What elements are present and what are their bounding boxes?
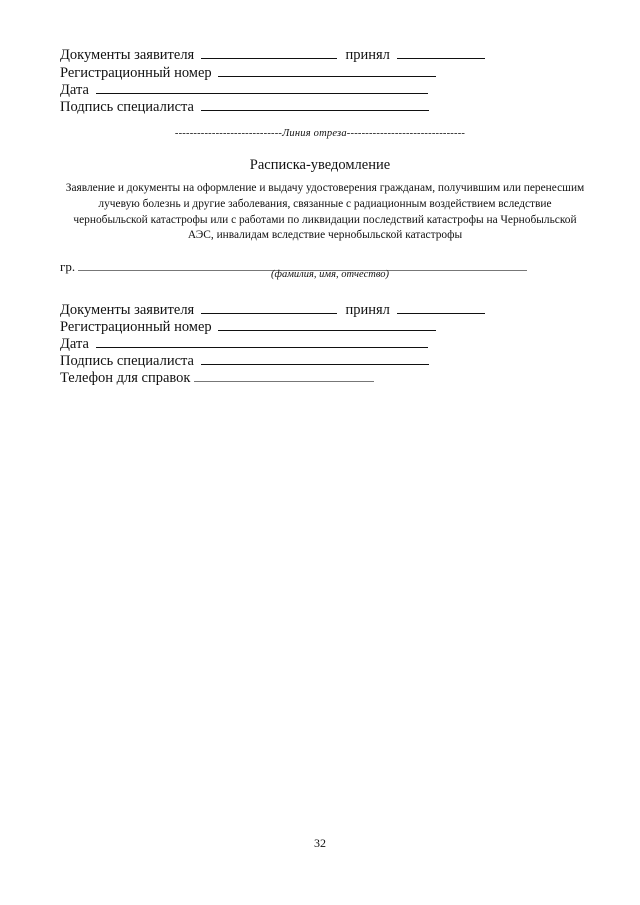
accepted-label: принял (345, 302, 390, 318)
top-docs-row (60, 45, 485, 64)
reg-blank-line (218, 317, 436, 331)
cut-line-label: Линия отреза (282, 128, 347, 139)
accepted-label: принял (345, 47, 390, 63)
docs-blank-line (201, 45, 337, 59)
page-number: 32 (314, 836, 326, 850)
signature-blank-line (201, 351, 429, 365)
date-blank-line (96, 334, 428, 348)
docs-label: Документы заявителя (60, 47, 195, 63)
top-signature-row (60, 97, 429, 116)
cut-line (0, 128, 640, 139)
signature-label: Подпись специалиста (60, 99, 194, 115)
cut-line-left-dashes: ----------------------------- (174, 128, 283, 139)
phone-label: Телефон для справок (60, 370, 191, 386)
accepted-blank-line (397, 45, 485, 59)
reg-label: Регистрационный номер (60, 65, 212, 81)
accepted-blank-line (397, 300, 485, 314)
citizen-prefix: гр. (60, 259, 76, 274)
docs-label: Документы заявителя (60, 302, 195, 318)
reg-blank-line (218, 63, 436, 77)
phone-blank-line (194, 368, 374, 382)
reg-label: Регистрационный номер (60, 319, 212, 335)
docs-blank-line (201, 300, 337, 314)
date-label: Дата (60, 82, 89, 98)
date-blank-line (96, 80, 428, 94)
cut-line-right-dashes: -------------------------------- (346, 128, 466, 139)
receipt-text: Заявление и документы на оформление и выдачу удостоверения гражданам, получившим или перенесшим лучевую болезнь и другие заболевания, связанные с радиационным воздействием вследствие чернобыльской катастрофы или с работами по ликвидации последствий катастрофы на Чернобыльской АЭС, инвалидам вследствие чернобыльской катастрофы (65, 182, 585, 242)
name-hint: (фамилия, имя, отчество) (271, 269, 389, 280)
bottom-phone-row (60, 368, 374, 387)
signature-label: Подпись специалиста (60, 353, 194, 369)
receipt-title: Расписка-уведомление (249, 157, 391, 173)
date-label: Дата (60, 336, 89, 352)
signature-blank-line (201, 97, 429, 111)
